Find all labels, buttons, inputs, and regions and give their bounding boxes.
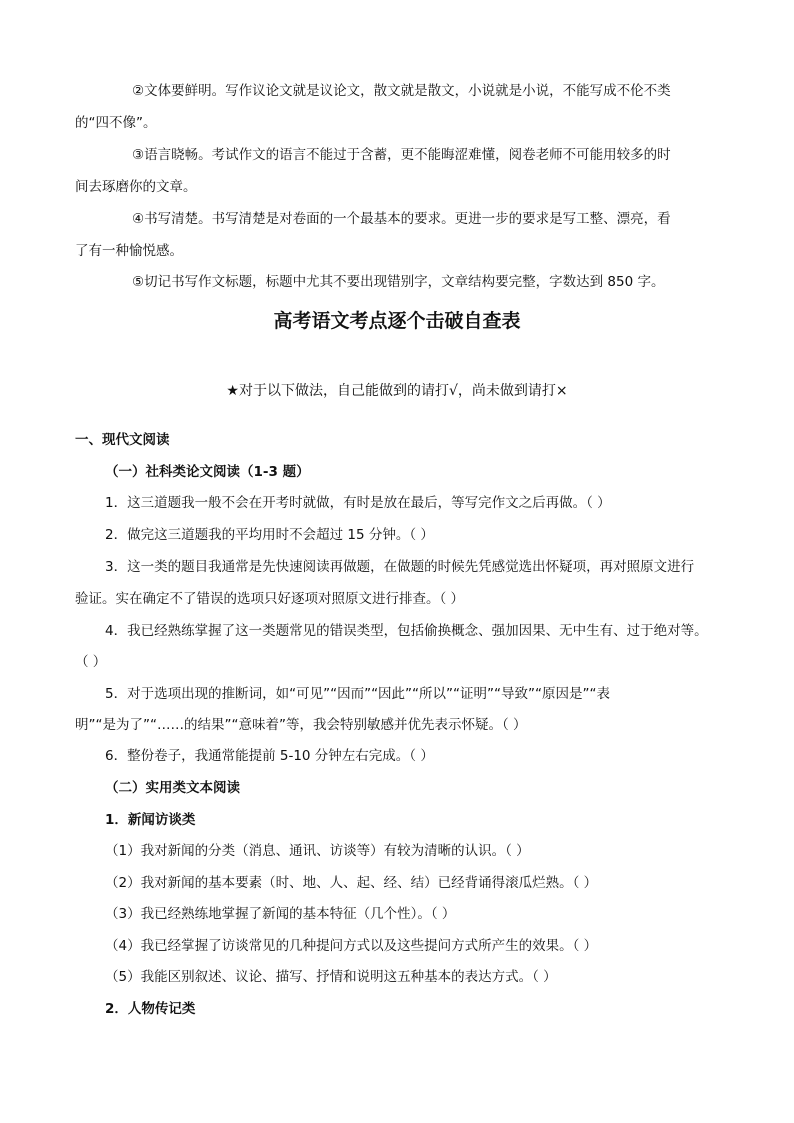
checklist-item-5-line-2: 明”“是为了”“……的结果”“意味着”等，我会特别敏感并优先表示怀疑。（ ） bbox=[75, 717, 527, 733]
news-item-3: （3）我已经熟练地掌握了新闻的基本特征（几个性）。（ ） bbox=[105, 906, 456, 922]
checklist-item-3-line-1: 3．这一类的题目我通常是先快速阅读再做题，在做题的时候先凭感觉选出怀疑项，再对照原文进行 bbox=[105, 559, 695, 575]
subsection-heading-practical-reading: （二）实用类文本阅读 bbox=[105, 780, 240, 796]
subsection-heading-essay-reading: （一）社科类论文阅读（1-3 题） bbox=[105, 464, 310, 480]
checklist-item-4-line-1: 4．我已经熟练掌握了这一类题常见的错误类型，包括偷换概念、强加因果、无中生有、过于绝对等。 bbox=[105, 623, 708, 639]
intro-paragraph-4-line-1: ④书写清楚。书写清楚是对卷面的一个最基本的要求。更进一步的要求是写工整、漂亮，看 bbox=[132, 211, 671, 227]
instruction-notice: ★对于以下做法，自己能做到的请打√，尚未做到请打× bbox=[226, 383, 568, 399]
intro-paragraph-2-line-2: 的“四不像”。 bbox=[75, 115, 157, 131]
intro-paragraph-5: ⑤切记书写作文标题，标题中尤其不要出现错别字，文章结构要完整，字数达到 850 字。 bbox=[132, 274, 665, 290]
news-item-4: （4）我已经掌握了访谈常见的几种提问方式以及这些提问方式所产生的效果。（ ） bbox=[105, 938, 598, 954]
news-item-2: （2）我对新闻的基本要素（时、地、人、起、经、结）已经背诵得滚瓜烂熟。（ ） bbox=[105, 875, 598, 891]
checklist-item-1: 1．这三道题我一般不会在开考时就做，有时是放在最后，等写完作文之后再做。（ ） bbox=[105, 495, 611, 511]
checklist-item-3-line-2: 验证。实在确定不了错误的选项只好逐项对照原文进行排查。（ ） bbox=[75, 591, 465, 607]
news-item-5: （5）我能区别叙述、议论、描写、抒情和说明这五种基本的表达方式。（ ） bbox=[105, 969, 557, 985]
category-heading-biography: 2．人物传记类 bbox=[105, 1001, 196, 1017]
news-item-1: （1）我对新闻的分类（消息、通讯、访谈等）有较为清晰的认识。（ ） bbox=[105, 843, 530, 859]
category-heading-news-interview: 1．新闻访谈类 bbox=[105, 812, 196, 828]
intro-paragraph-3-line-1: ③语言晓畅。考试作文的语言不能过于含蓄，更不能晦涩难懂，阅卷老师不可能用较多的时 bbox=[132, 147, 671, 163]
intro-paragraph-4-line-2: 了有一种愉悦感。 bbox=[75, 243, 183, 259]
page-title: 高考语文考点逐个击破自查表 bbox=[273, 310, 521, 332]
checklist-item-4-line-2: （ ） bbox=[75, 654, 107, 670]
intro-paragraph-3-line-2: 间去琢磨你的文章。 bbox=[75, 179, 197, 195]
checklist-item-6: 6．整份卷子，我通常能提前 5-10 分钟左右完成。（ ） bbox=[105, 748, 434, 764]
checklist-item-2: 2．做完这三道题我的平均用时不会超过 15 分钟。（ ） bbox=[105, 527, 434, 543]
section-heading-modern-reading: 一、现代文阅读 bbox=[75, 432, 170, 448]
checklist-item-5-line-1: 5．对于选项出现的推断词，如“可见”“因而”“因此”“所以”“证明”“导致”“原因是”“表 bbox=[105, 686, 610, 702]
intro-paragraph-2-line-1: ②文体要鲜明。写作议论文就是议论文，散文就是散文，小说就是小说，不能写成不伦不类 bbox=[132, 83, 671, 99]
